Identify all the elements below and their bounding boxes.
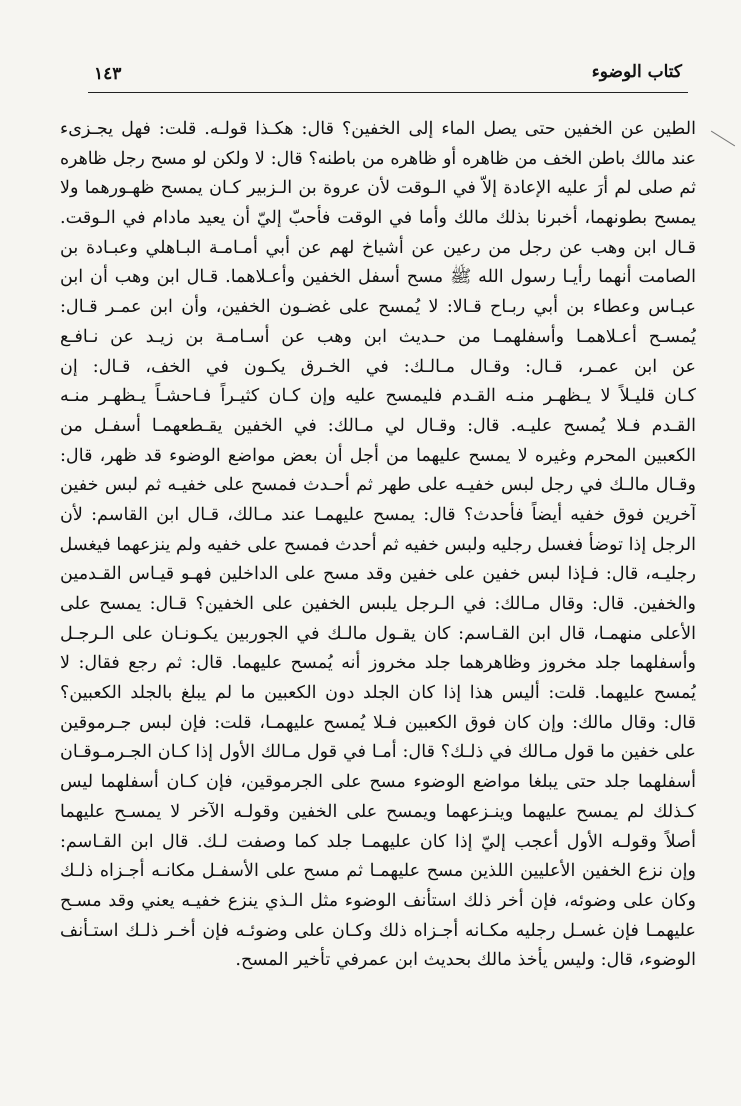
text-line: عليهمـا فإن غسـل رجليه مكـانه أجـزاه ذلك وكـان على وضوئـه فإن أخـر ذلـك استـأنف — [60, 920, 696, 941]
text-line: والخفين. قال: وقال مـالك: في الـرجل يلبس الخفين على الخفين؟ قـال: يمسح على — [60, 594, 696, 614]
page-number: ١٤٣ — [94, 64, 122, 84]
text-line: يُمسح عليهما. قلت: أليس هذا إذا كان الجلد دون الكعبين ما لم يبلغ بالجلد الكعبين؟ — [60, 683, 696, 704]
text-line: عبـاس وعطاء بن أبي ربـاح قـالا: لا يُمسح على غضـون الخفين، وأن ابن عمـر قـال: — [60, 297, 696, 318]
scan-mark — [711, 131, 735, 147]
text-line: أسفلهما جلد حتى يبلغا مواضع الوضوء مسح على الجرموقين، فإن كـان أسفلهما ليس — [60, 772, 696, 793]
text-line: يُمسـح أعـلاهمـا وأسفلهمـا من حـديث ابن وهب عن أسـامـة بن زيـد عن نـافـع — [60, 326, 696, 347]
text-line: وكان على وضوئه، فإن أخر ذلك استأنف الوضوء مثل الـذي ينزع خفيـه يعني وقد مسـح — [60, 890, 696, 911]
text-line: كـذلك لم يمسح عليهما وينـزعهما ويمسح على الخفين وقولـه الآخر لا يمسـح عليهما — [60, 801, 696, 822]
text-line: الأعلى منهمـا، قال ابن القـاسم: كان يقـول مالـك في الجوربين يكـونـان على الـرجـل — [60, 623, 696, 644]
body-text — [60, 115, 696, 976]
text-line: قال: وقال مالك: وإن كان فوق الكعبين فـلا يُمسح عليهمـا، قلت: فإن لبس جـرموقين — [60, 712, 696, 733]
page-header — [88, 62, 686, 92]
text-line: الطين عن الخفين حتى يصل الماء إلى الخفين؟ قال: هكـذا قولـه. قلت: فهل يجـزىء — [60, 119, 696, 139]
text-line: الوضوء، قال: وليس يأخذ مالك بحديث ابن عمرفي تأخير المسح. — [235, 950, 696, 971]
text-line: الصامت أنهما رأيـا رسول الله ﷺ مسح أسفل الخفين وأعـلاهما. قـال ابن وهب أن ابن — [60, 267, 696, 288]
text-line: الرجل إذا توضأ فغسل رجليه ولبس خفيه ثم أحدث فمسح على خفيه ولم ينزعهما فيغسل — [60, 534, 696, 555]
text-line: قـال ابن وهب عن رجل من رعين عن أشياخ لهم عن أبي أمـامـة البـاهلي وعبـادة بن — [60, 237, 696, 258]
text-line: عند مالك باطن الخف من ظاهره أو ظاهره من باطنه؟ قال: لا ولكن لو مسح رجل ظاهره — [60, 148, 696, 169]
text-line: الكعبين المحرم وغيره لا يمسح عليهما من أجل أن بعض مواضع الوضوء قد ظهر، قال: — [60, 445, 696, 466]
running-title: كتاب الوضوء — [591, 62, 682, 82]
text-line: عن ابن عمـر، قـال: وقـال مـالـك: في الخـرق يكـون في الخف، قـال: إن — [60, 356, 696, 377]
text-line: القـدم فـلا يُمسح عليـه. قال: وقـال لي مـالك: في الخفين يقـطعهمـا أسفـل من — [60, 415, 696, 436]
text-line: على خفين ما قول مـالك في ذلـك؟ قال: أمـا في قول مـالك الأول إذا كـان الجـرمـوقـان — [60, 742, 696, 763]
text-line: رجليـه، قال: فـإذا لبس خفين على خفين وقد مسح على الداخلين فهـو قيـاس القـدمين — [60, 564, 696, 585]
text-line: وإن نزع الخفين الأعليين اللذين مسح عليهمـا ثم مسح على الأسفـل مكانـه أجـزاه ذلـك — [60, 861, 696, 882]
text-line: وأسفلهما جلد مخروز وظاهرهما جلد مخروز أنه يُمسح عليهما. قال: ثم رجع فقال: لا — [60, 653, 696, 674]
header-rule — [88, 92, 688, 93]
text-line: وقـال مالـك في رجل لبس خفيـه على طهر ثم أحـدث فمسح على خفيـه ثم لبس خفين — [60, 475, 696, 496]
text-line: يمسح بطونهما، أخبرنا بذلك مالك وأما في الوقت فأحبّ إليّ أن يعيد مادام في الـوقت. — [60, 208, 696, 229]
text-line: كـان قليـلاً لا يـظهـر منـه القـدم فليمسح عليه وإن كـان كثيـراً فـاحشـاً يـظهـر منـه — [60, 386, 696, 407]
text-line: آخرين فوق خفيه أيضاً فأحدث؟ قال: يمسح عليهمـا عند مـالك، قـال ابن القاسم: لأن — [60, 504, 696, 525]
text-line: أصلاً وقولـه الأول أعجب إليّ إذا كان عليهمـا جلد كما وصفت لـك. قال ابن القـاسم: — [60, 831, 696, 852]
text-line: ثم صلى لم أرَ عليه الإعادة إلاّ في الـوقت لأن عروة بن الـزبير كـان يمسح ظهـورهما ولا — [60, 178, 696, 199]
